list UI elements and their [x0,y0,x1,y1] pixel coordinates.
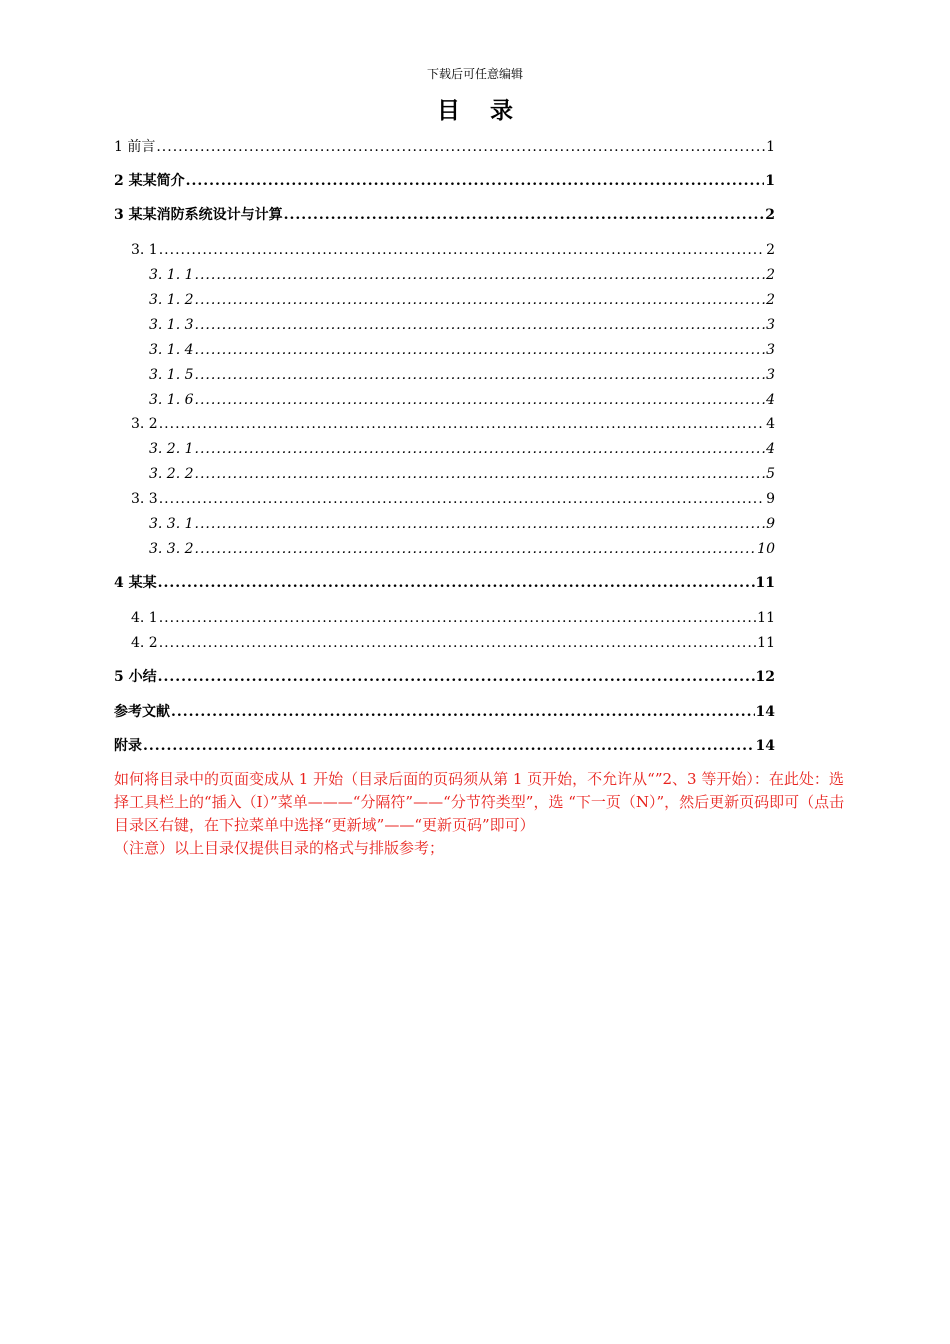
toc-entry-label: 5 小结 [114,669,157,685]
toc-entry-page-number: 14 [755,738,775,754]
toc-entry[interactable] [114,171,775,191]
toc-entry[interactable] [114,667,775,687]
toc-entry[interactable] [131,608,775,628]
instruction-text: 如何将目录中的页面变成从 1 开始（目录后面的页码须从第 1 页开始，不允许从“”2、3 等开始）：在此处：选择工具栏上的“插入（I）”菜单———“分隔符”——“分节符类型”，选 “下一页（N）”，然后更新页码即可（点击目录区右键，在下拉菜单中选择“更新域”——“更新页码”即可） [114,770,845,834]
toc-entry-label: 3. 2 [131,416,158,432]
toc-entry-page-number: 9 [766,516,775,532]
toc-leader-dots [195,439,766,459]
toc-entry-page-number: 10 [757,541,775,557]
toc-entry-page-number: 2 [766,242,775,258]
toc-leader-dots [195,340,766,360]
toc-entry[interactable] [131,633,775,653]
toc-entry[interactable] [114,573,775,593]
toc-entry[interactable] [131,414,775,434]
toc-entry-label: 3. 3 [131,491,158,507]
toc-entry-label: 3. 2. 2 [149,466,194,482]
toc-leader-dots [195,514,766,534]
toc-entry-label: 3. 1. 1 [149,267,194,283]
toc-entry-label: 3 某某消防系统设计与计算 [114,207,283,223]
toc-entry-page-number: 11 [757,610,775,626]
toc-leader-dots [159,414,765,434]
toc-entry-page-number: 3 [766,342,775,358]
toc-leader-dots [195,539,757,559]
toc-leader-dots [156,137,765,157]
toc-entry-label: 4. 1 [131,610,158,626]
toc-entry-label: 3. 1. 3 [149,317,194,333]
toc-leader-dots [186,171,765,191]
page-title: 目录 [437,97,543,124]
toc-entry-page-number: 3 [766,317,775,333]
toc-entry-page-number: 4 [766,441,775,457]
toc-entry-label: 3. 3. 2 [149,541,194,557]
caution-text: （注意）以上目录仅提供目录的格式与排版参考； [114,839,445,857]
toc-leader-dots [171,702,755,722]
toc-leader-dots [159,608,756,628]
toc-entry-label: 1 前言 [114,139,156,155]
toc-entry[interactable] [114,736,775,756]
toc-entry-label: 3. 2. 1 [149,441,194,457]
toc-entry[interactable] [149,315,775,335]
toc-entry-label: 3. 3. 1 [149,516,194,532]
toc-entry-page-number: 1 [766,139,775,155]
toc-leader-dots [159,633,756,653]
toc-entry[interactable] [149,290,775,310]
toc-entry-page-number: 4 [766,416,775,432]
toc-leader-dots [159,489,765,509]
toc-entry-page-number: 5 [766,466,775,482]
toc-leader-dots [195,290,766,310]
toc-entry[interactable] [149,340,775,360]
toc-entry-page-number: 11 [757,635,775,651]
toc-leader-dots [158,667,755,687]
toc-entry[interactable] [131,489,775,509]
toc-entry-label: 3. 1 [131,242,158,258]
toc-entry-page-number: 11 [755,575,775,591]
toc-entry-page-number: 3 [766,367,775,383]
toc-entry-label: 4. 2 [131,635,158,651]
toc-entry-label: 2 某某简介 [114,173,185,189]
toc-entry-page-number: 14 [755,704,775,720]
toc-leader-dots [158,573,755,593]
toc-entry-page-number: 2 [766,267,775,283]
toc-entry-page-number: 9 [766,491,775,507]
toc-entry-label: 参考文献 [114,704,170,720]
toc-leader-dots [143,736,755,756]
toc-entry-label: 3. 1. 4 [149,342,194,358]
toc-leader-dots [195,315,766,335]
toc-entry[interactable] [149,265,775,285]
instruction-notes [114,768,854,860]
toc-entry[interactable] [149,539,775,559]
toc-entry-label: 3. 1. 5 [149,367,194,383]
toc-entry-page-number: 1 [765,173,775,189]
toc-entry-page-number: 4 [766,392,775,408]
header-note: 下载后可任意编辑 [426,67,523,81]
toc-entry-page-number: 2 [766,292,775,308]
toc-entry[interactable] [114,137,775,157]
toc-leader-dots [159,240,765,260]
toc-leader-dots [195,390,766,410]
toc-entry[interactable] [131,240,775,260]
toc-entry[interactable] [114,205,775,225]
toc-entry[interactable] [149,439,775,459]
toc-leader-dots [195,265,766,285]
toc-entry[interactable] [149,365,775,385]
toc-entry-label: 3. 1. 2 [149,292,194,308]
toc-leader-dots [284,205,765,225]
toc-leader-dots [195,365,766,385]
toc-entry-page-number: 2 [765,207,775,223]
toc-entry[interactable] [149,464,775,484]
toc-entry[interactable] [149,514,775,534]
toc-entry-label: 3. 1. 6 [149,392,194,408]
toc-entry[interactable] [114,702,775,722]
toc-entry-label: 4 某某 [114,575,157,591]
toc-entry[interactable] [149,390,775,410]
toc-entry-label: 附录 [114,738,142,754]
toc-leader-dots [195,464,766,484]
toc-entry-page-number: 12 [755,669,775,685]
